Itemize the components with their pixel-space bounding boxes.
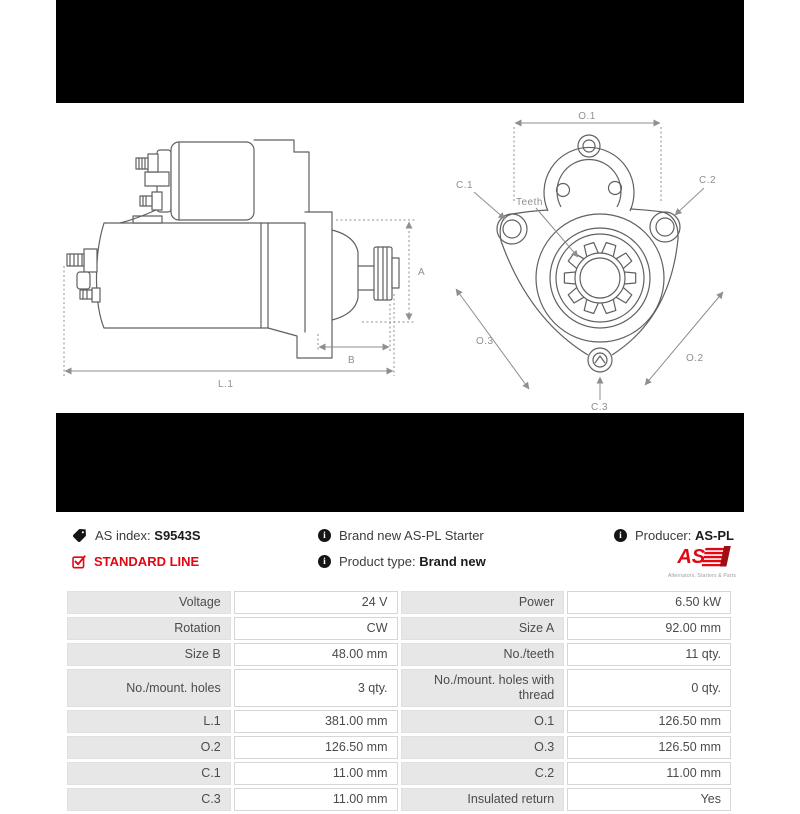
as-index-label: AS index: <box>95 528 151 543</box>
info-icon: i <box>318 529 331 542</box>
spec-label: Power <box>401 591 565 614</box>
table-row <box>67 643 731 666</box>
spec-value: 11.00 mm <box>234 762 398 785</box>
as-index-text <box>95 528 201 543</box>
spec-label: Insulated return <box>401 788 565 811</box>
as-pl-logo <box>668 546 737 579</box>
spec-value: 0 qty. <box>567 669 731 707</box>
starter-front-outline <box>497 135 680 372</box>
spec-value: 92.00 mm <box>567 617 731 640</box>
spec-label: O.2 <box>67 736 231 759</box>
dim-label-c1: C.1 <box>456 180 474 191</box>
spec-label: C.2 <box>401 762 565 785</box>
spec-label: No./mount. holes <box>67 669 231 707</box>
spec-label: No./mount. holes with thread <box>401 669 565 707</box>
product-desc-line <box>318 528 484 543</box>
spec-value: 6.50 kW <box>567 591 731 614</box>
spec-label: C.1 <box>67 762 231 785</box>
producer-value: AS-PL <box>695 528 734 543</box>
dim-label-a: A <box>418 267 426 278</box>
spec-value: 11 qty. <box>567 643 731 666</box>
checked-box-icon <box>72 555 86 569</box>
as-index-line <box>72 528 201 543</box>
dim-label-o3: O.3 <box>476 336 494 347</box>
table-row <box>67 710 731 733</box>
table-row <box>67 736 731 759</box>
dim-label-o1: O.1 <box>578 111 596 122</box>
info-icon: i <box>318 555 331 568</box>
table-row <box>67 762 731 785</box>
middle-banner <box>56 413 744 512</box>
as-logo-text: AS <box>677 546 706 567</box>
teeth-label: Teeth <box>516 197 543 208</box>
spec-label: L.1 <box>67 710 231 733</box>
spec-value: 11.00 mm <box>234 788 398 811</box>
tag-icon <box>72 528 87 543</box>
spec-value: CW <box>234 617 398 640</box>
product-type-value: Brand new <box>419 554 486 569</box>
table-row <box>67 669 731 707</box>
as-logo-tagline: Alternators, Starters & Parts <box>668 573 737 579</box>
spec-table <box>64 588 734 814</box>
spec-value: 126.50 mm <box>567 710 731 733</box>
dim-label-b: B <box>348 355 356 366</box>
dim-label-c3: C.3 <box>591 402 609 412</box>
spec-label: Voltage <box>67 591 231 614</box>
product-desc-text: Brand new AS-PL Starter <box>339 528 484 543</box>
dim-label-l1: L.1 <box>218 379 234 390</box>
spec-value: 126.50 mm <box>567 736 731 759</box>
table-row <box>67 617 731 640</box>
spec-value: 126.50 mm <box>234 736 398 759</box>
producer-text <box>635 528 734 543</box>
spec-value: 48.00 mm <box>234 643 398 666</box>
starter-front-view-drawing <box>448 106 748 412</box>
as-index-value: S9543S <box>154 528 201 543</box>
product-type-text <box>339 554 486 569</box>
starter-side-outline <box>67 140 399 358</box>
spec-value: 381.00 mm <box>234 710 398 733</box>
spec-label: No./teeth <box>401 643 565 666</box>
starter-side-view-drawing <box>56 106 448 404</box>
spec-value: 3 qty. <box>234 669 398 707</box>
producer-line <box>614 528 734 543</box>
spec-value: Yes <box>567 788 731 811</box>
product-type-label: Product type: <box>339 554 416 569</box>
standard-line-row <box>72 554 199 569</box>
top-banner <box>56 0 744 103</box>
dim-label-c2: C.2 <box>699 175 717 186</box>
spec-value: 24 V <box>234 591 398 614</box>
standard-line-label: STANDARD LINE <box>94 554 200 569</box>
spec-label: O.3 <box>401 736 565 759</box>
info-icon: i <box>614 529 627 542</box>
dim-label-o2: O.2 <box>686 353 704 364</box>
as-logo-graphic <box>676 546 734 567</box>
spec-value: 11.00 mm <box>567 762 731 785</box>
producer-label: Producer: <box>635 528 692 543</box>
table-row <box>67 591 731 614</box>
spec-label: Size B <box>67 643 231 666</box>
spec-label: Rotation <box>67 617 231 640</box>
spec-label: O.1 <box>401 710 565 733</box>
spec-label: Size A <box>401 617 565 640</box>
spec-label: C.3 <box>67 788 231 811</box>
product-type-line <box>318 554 486 569</box>
